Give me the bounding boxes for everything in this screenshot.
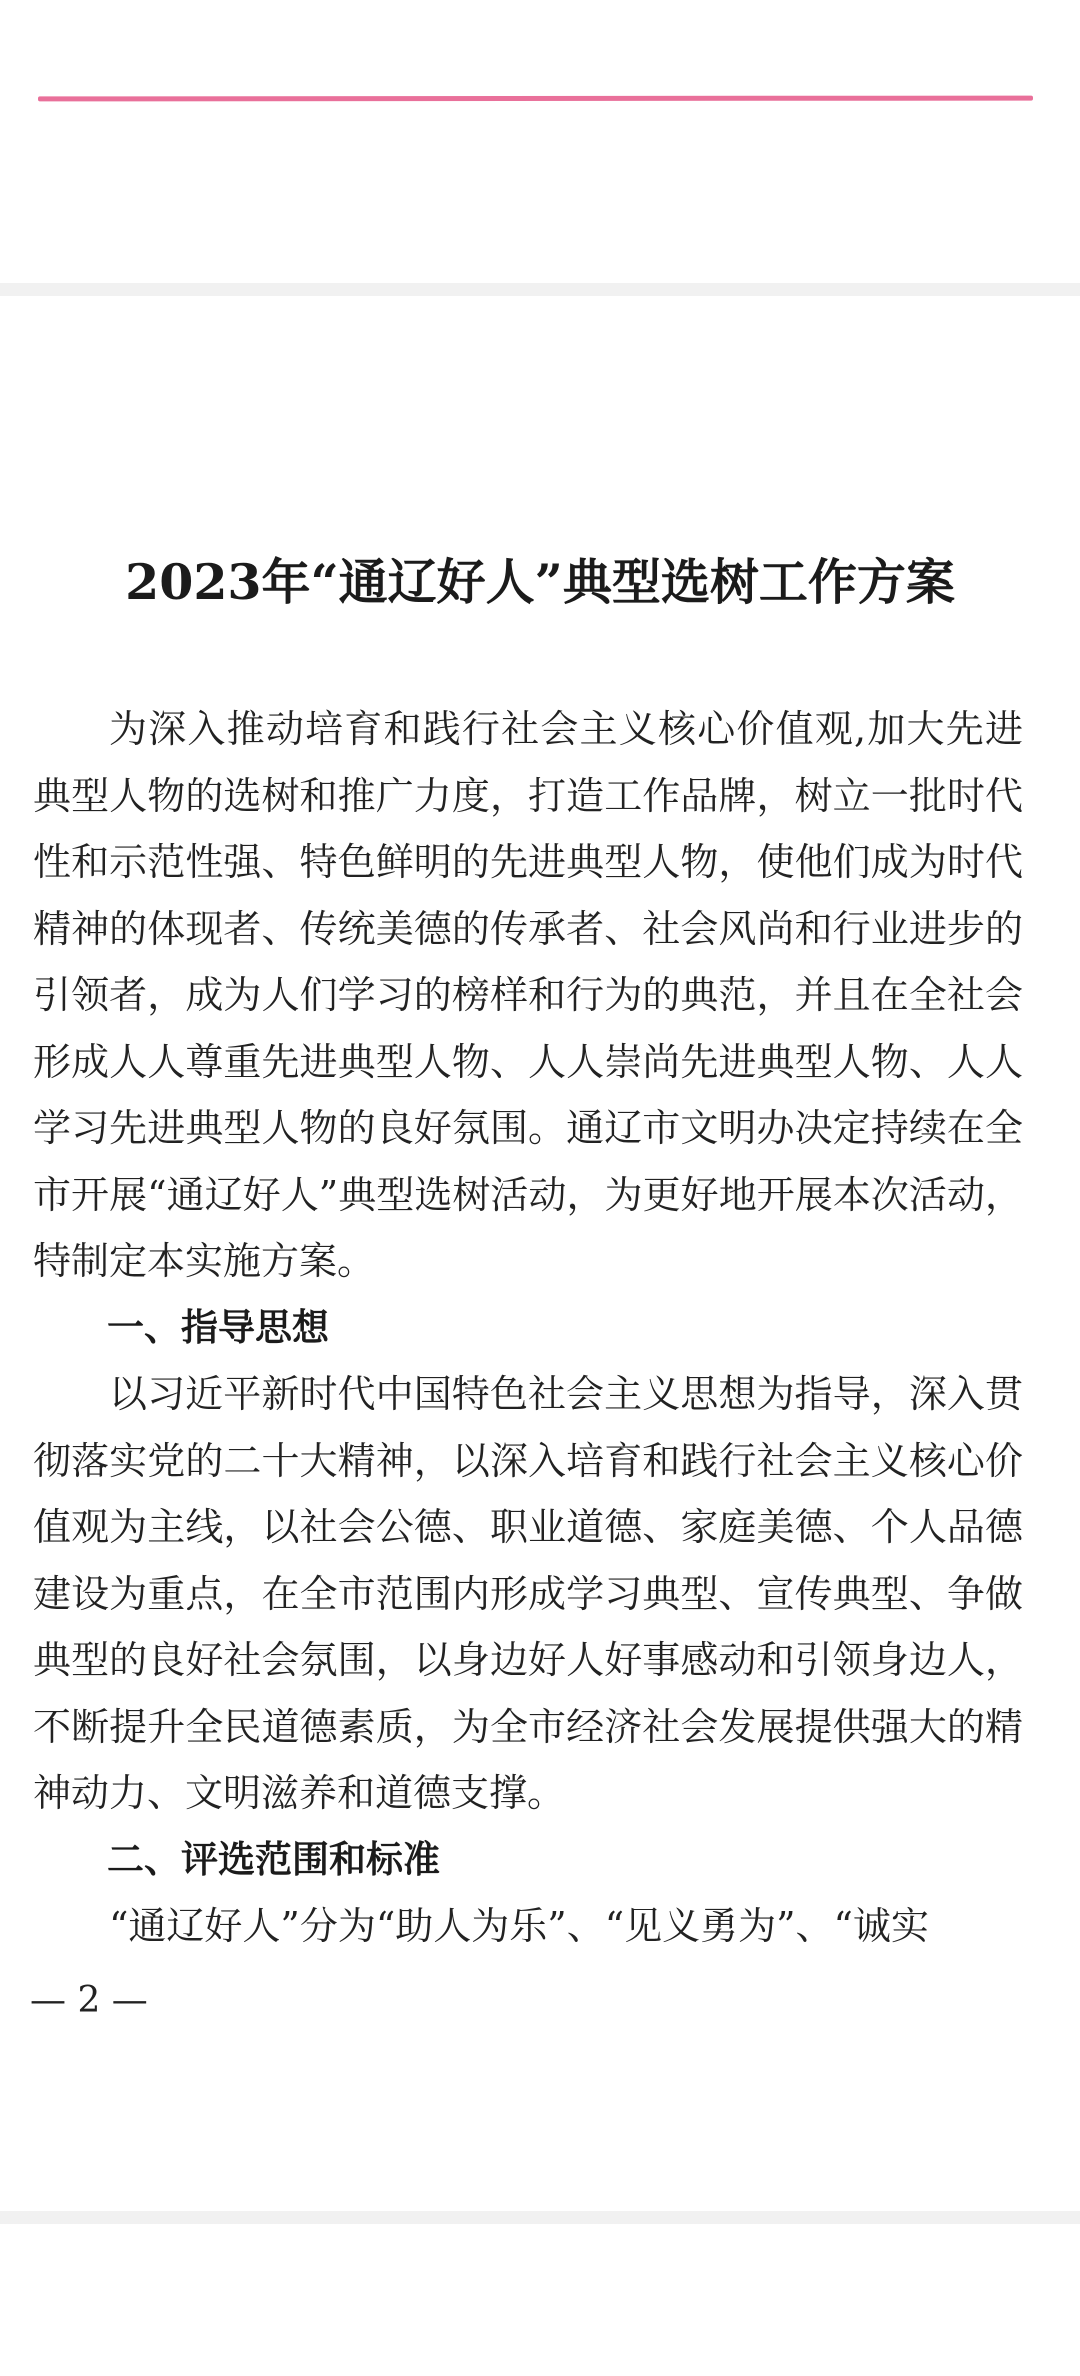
next-page-fragment [0,2224,1080,2376]
section-heading-selection-scope: 二、评选范围和标准 [107,1837,440,1881]
document-page [0,296,1080,2211]
previous-page-fragment [0,0,1080,283]
section-heading-guiding-thought: 一、指导思想 [107,1305,329,1349]
intro-paragraph: 为深入推动培育和践行社会主义核心价值观,加大先进典型人物的选树和推广力度，打造工作品牌，树立一批时代性和示范性强、特色鲜明的先进典型人物，使他们成为时代精神的体现者、传统美德的传承者、社会风尚和行业进步的引领者，成为人们学习的榜样和行为的典范，并且在全社会形成人人尊重先进典型人物、人人崇尚先进典型人物、人人学习先进典型人物的良好氛围。通辽市文明办决定持续在全市开展“通辽好人”典型选树活动，为更好地开展本次活动，特制定本实施方案。 [33,707,1023,1283]
page-number: — 2 — [30,1980,148,2021]
document-body [33,696,1023,1960]
section-paragraph-selection-scope: “通辽好人”分为“助人为乐”、“见义勇为”、“诚实 [109,1904,929,1948]
red-header-rule [38,96,1033,102]
section-paragraph-guiding-thought: 以习近平新时代中国特色社会主义思想为指导，深入贯彻落实党的二十大精神，以深入培育和践行社会主义核心价值观为主线，以社会公德、职业道德、家庭美德、个人品德建设为重点，在全市范围内形成学习典型、宣传典型、争做典型的良好社会氛围，以身边好人好事感动和引领身边人，不断提升全民道德素质，为全市经济社会发展提供强大的精神动力、文明滋养和道德支撑。 [33,1372,1023,1815]
document-title: 2023年“通辽好人”典型选树工作方案 [125,553,955,611]
